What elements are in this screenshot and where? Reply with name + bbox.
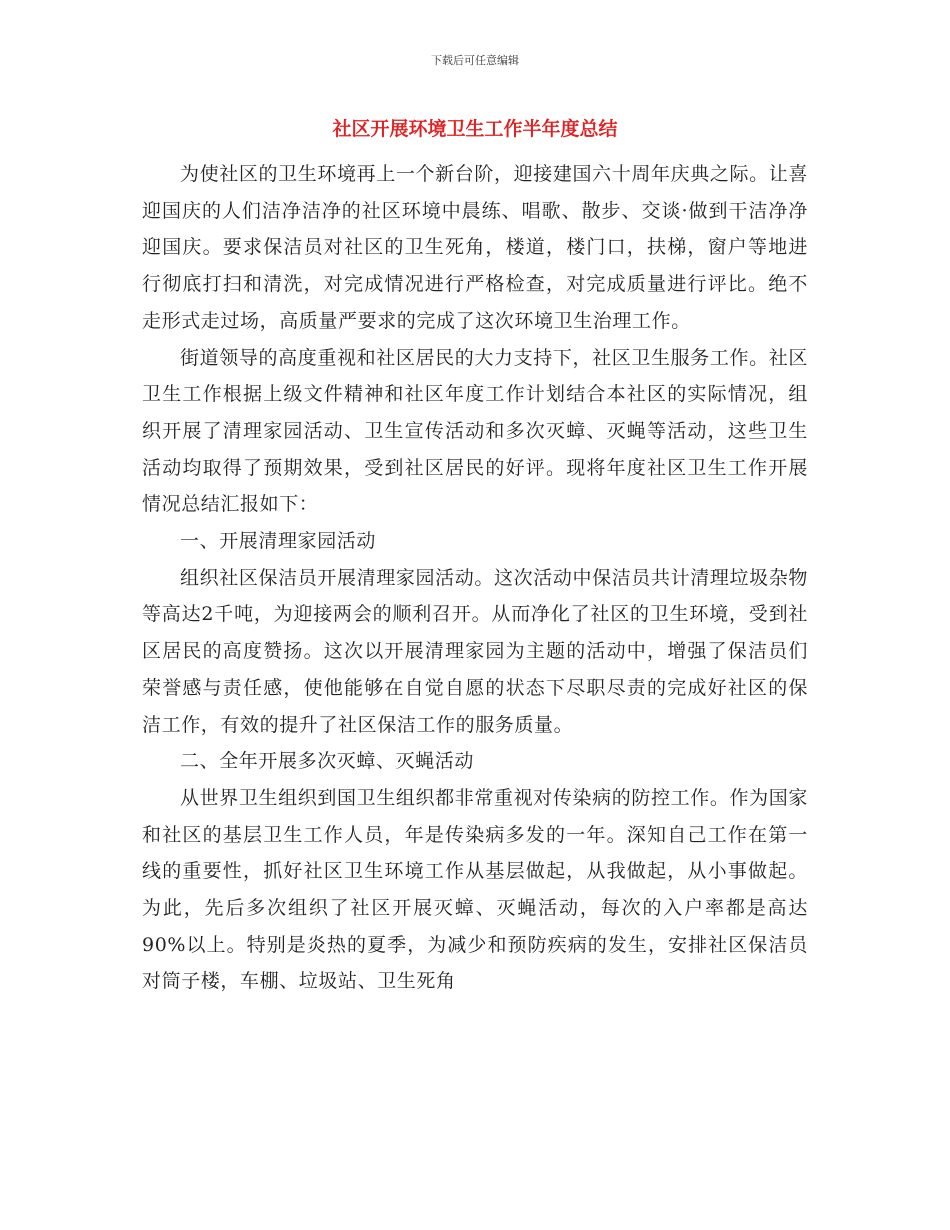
header-note: 下载后可任意编辑 — [431, 54, 519, 67]
paragraph-intro: 为使社区的卫生环境再上一个新台阶，迎接建国六十周年庆典之际。让喜迎国庆的人们洁净洁净的社区环境中晨练、唱歌、散步、交谈·做到干洁净净迎国庆。要求保洁员对社区的卫生死角，楼道，楼门口，扶梯，窗户等地进行彻底打扫和清洗，对完成情况进行严格检查，对完成质量进行评比。绝不走形式走过场，高质量严要求的完成了这次环境卫生治理工作。 — [142, 163, 808, 332]
paragraph-section-2: 从世界卫生组织到国卫生组织都非常重视对传染病的防控工作。作为国家和社区的基层卫生工作人员，年是传染病多发的一年。深知自己工作在第一线的重要性，抓好社区卫生环境工作从基层做起，从我做起，从小事做起。为此，先后多次组织了社区开展灭蟑、灭蝇活动，每次的入户率都是高达90%以上。特别是炎热的夏季，为减少和预防疾病的发生，安排社区保洁员对筒子楼，车棚、垃圾站、卫生死角 — [142, 786, 808, 993]
document-title: 社区开展环境卫生工作半年度总结 — [332, 118, 618, 140]
section-heading-2: 二、全年开展多次灭蟑、灭蝇活动 — [180, 750, 475, 773]
paragraph-overview: 街道领导的高度重视和社区居民的大力支持下，社区卫生服务工作。社区卫生工作根据上级文件精神和社区年度工作计划结合本社区的实际情况，组织开展了清理家园活动、卫生宣传活动和多次灭蟑、灭蝇等活动，这些卫生活动均取得了预期效果，受到社区居民的好评。现将年度社区卫生工作开展情况总结汇报如下： — [142, 346, 808, 516]
section-heading-1: 一、开展清理家园活动 — [180, 530, 377, 553]
document-body — [142, 156, 808, 1000]
paragraph-section-1: 组织社区保洁员开展清理家园活动。这次活动中保洁员共计清理垃圾杂物等高达2千吨，为迎接两会的顺利召开。从而净化了社区的卫生环境，受到社区居民的高度赞扬。这次以开展清理家园为主题的活动中，增强了保洁员们荣誉感与责任感，使他能够在自觉自愿的状态下尽职尽责的完成好社区的保洁工作，有效的提升了社区保洁工作的服务质量。 — [142, 566, 808, 736]
